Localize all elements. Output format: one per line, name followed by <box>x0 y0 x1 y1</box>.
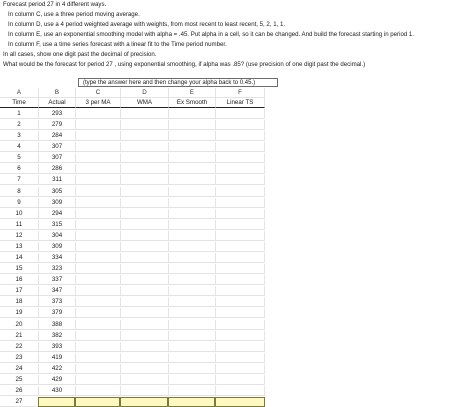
exsmooth-cell[interactable] <box>168 375 215 385</box>
wma-cell[interactable] <box>120 175 168 185</box>
ma-cell[interactable] <box>75 164 120 174</box>
column-letter-e[interactable]: E <box>168 88 215 98</box>
table-row <box>0 120 474 130</box>
wma-cell[interactable] <box>120 364 168 374</box>
exsmooth-cell[interactable] <box>168 209 215 219</box>
actual-cell[interactable]: 307 <box>38 153 75 163</box>
linear-cell[interactable] <box>215 175 265 185</box>
ma-cell[interactable] <box>75 231 120 241</box>
ma-cell[interactable] <box>75 187 120 197</box>
exsmooth-cell[interactable] <box>168 297 215 307</box>
linear-cell[interactable] <box>215 264 265 274</box>
ma-cell[interactable] <box>75 308 120 318</box>
linear-cell[interactable] <box>215 231 265 241</box>
header-ex-smooth[interactable]: Ex Smooth <box>168 98 215 108</box>
linear-cell[interactable] <box>215 364 265 374</box>
exsmooth-cell[interactable] <box>168 231 215 241</box>
actual-cell[interactable]: 347 <box>38 286 75 296</box>
actual-cell[interactable]: 305 <box>38 187 75 197</box>
time-cell[interactable]: 24 <box>0 364 38 374</box>
time-cell[interactable]: 5 <box>0 153 38 163</box>
linear-cell[interactable] <box>215 275 265 285</box>
actual-cell[interactable]: 422 <box>38 364 75 374</box>
time-cell[interactable]: 19 <box>0 308 38 318</box>
linear-cell[interactable] <box>215 286 265 296</box>
time-cell[interactable]: 3 <box>0 131 38 141</box>
header-time[interactable]: Time <box>0 98 38 108</box>
actual-cell[interactable]: 430 <box>38 386 75 396</box>
time-cell[interactable]: 13 <box>0 242 38 252</box>
ma-cell[interactable] <box>75 120 120 130</box>
instruction-line-6: In all cases, show one digit past the decimal of precision. <box>3 51 157 58</box>
header-actual[interactable]: Actual <box>38 98 75 108</box>
ma-cell[interactable] <box>75 364 120 374</box>
column-letter-c[interactable]: C <box>75 88 120 98</box>
linear-cell[interactable] <box>215 331 265 341</box>
exsmooth-cell[interactable] <box>168 275 215 285</box>
time-cell[interactable]: 2 <box>0 120 38 130</box>
table-row <box>0 153 474 163</box>
column-letter-b[interactable]: B <box>38 88 75 98</box>
time-cell[interactable]: 26 <box>0 386 38 396</box>
exsmooth-cell[interactable] <box>168 109 215 119</box>
wma-cell[interactable] <box>120 209 168 219</box>
actual-cell[interactable]: 286 <box>38 164 75 174</box>
linear-cell[interactable] <box>215 253 265 263</box>
linear-cell[interactable] <box>215 297 265 307</box>
time-cell[interactable]: 10 <box>0 209 38 219</box>
linear-cell[interactable] <box>215 209 265 219</box>
wma-cell[interactable] <box>120 198 168 208</box>
instruction-line-1: Forecast period 27 in 4 different ways. <box>3 1 107 8</box>
table-row <box>0 308 474 318</box>
exsmooth-cell[interactable] <box>168 386 215 396</box>
wma-cell[interactable] <box>120 297 168 307</box>
time-cell[interactable]: 9 <box>0 198 38 208</box>
exsmooth-cell[interactable] <box>168 120 215 130</box>
wma-cell[interactable] <box>120 109 168 119</box>
linear-forecast-cell[interactable] <box>215 397 265 407</box>
wma-cell[interactable] <box>120 353 168 363</box>
wma-cell[interactable] <box>120 220 168 230</box>
wma-cell[interactable] <box>120 253 168 263</box>
actual-cell[interactable]: 382 <box>38 331 75 341</box>
exsmooth-cell[interactable] <box>168 331 215 341</box>
actual-cell[interactable]: 309 <box>38 242 75 252</box>
exsmooth-forecast-cell[interactable] <box>168 397 215 407</box>
linear-cell[interactable] <box>215 353 265 363</box>
actual-cell[interactable]: 293 <box>38 109 75 119</box>
instruction-line-5: In column F, use a time series forecast with a linear fit to the Time period number. <box>8 41 227 48</box>
ma-cell[interactable] <box>75 131 120 141</box>
linear-cell[interactable] <box>215 109 265 119</box>
actual-cell[interactable]: 279 <box>38 120 75 130</box>
wma-cell[interactable] <box>120 131 168 141</box>
table-row <box>0 320 474 330</box>
exsmooth-cell[interactable] <box>168 164 215 174</box>
table-row <box>0 286 474 296</box>
exsmooth-cell[interactable] <box>168 220 215 230</box>
ma-cell[interactable] <box>75 264 120 274</box>
time-cell[interactable]: 18 <box>0 297 38 307</box>
time-cell[interactable]: 21 <box>0 331 38 341</box>
wma-cell[interactable] <box>120 231 168 241</box>
table-row <box>0 142 474 152</box>
linear-cell[interactable] <box>215 198 265 208</box>
wma-cell[interactable] <box>120 386 168 396</box>
table-row <box>0 275 474 285</box>
answer-input-cell[interactable]: (type the answer here and then change your alpha back to 0.45.) <box>78 78 278 87</box>
table-row <box>0 231 474 241</box>
table-row <box>0 386 474 396</box>
wma-cell[interactable] <box>120 275 168 285</box>
column-letter-row <box>0 88 474 98</box>
time-cell[interactable]: 7 <box>0 175 38 185</box>
ma-cell[interactable] <box>75 253 120 263</box>
wma-cell[interactable] <box>120 142 168 152</box>
wma-cell[interactable] <box>120 164 168 174</box>
time-cell[interactable]: 17 <box>0 286 38 296</box>
exsmooth-cell[interactable] <box>168 286 215 296</box>
wma-cell[interactable] <box>120 120 168 130</box>
exsmooth-cell[interactable] <box>168 131 215 141</box>
table-row <box>0 220 474 230</box>
actual-forecast-cell[interactable] <box>38 397 75 407</box>
linear-cell[interactable] <box>215 131 265 141</box>
time-cell[interactable]: 25 <box>0 375 38 385</box>
time-cell[interactable]: 6 <box>0 164 38 174</box>
wma-cell[interactable] <box>120 187 168 197</box>
table-row <box>0 242 474 252</box>
ma-cell[interactable] <box>75 375 120 385</box>
table-row <box>0 253 474 263</box>
instruction-line-2: In column C, use a three period moving average. <box>8 11 140 18</box>
time-cell[interactable]: 27 <box>0 397 38 407</box>
table-row <box>0 109 474 119</box>
header-row <box>0 98 474 108</box>
linear-cell[interactable] <box>215 342 265 352</box>
time-cell[interactable]: 1 <box>0 109 38 119</box>
instruction-line-3: In column D, use a 4 period weighted average with weights, from most recent to least recent, 5, 2, 1, 1. <box>8 21 286 28</box>
actual-cell[interactable]: 334 <box>38 253 75 263</box>
table-row <box>0 353 474 363</box>
linear-cell[interactable] <box>215 386 265 396</box>
actual-cell[interactable]: 304 <box>38 231 75 241</box>
wma-cell[interactable] <box>120 308 168 318</box>
ma-cell[interactable] <box>75 331 120 341</box>
table-row <box>0 175 474 185</box>
wma-cell[interactable] <box>120 242 168 252</box>
linear-cell[interactable] <box>215 164 265 174</box>
exsmooth-cell[interactable] <box>168 264 215 274</box>
ma-cell[interactable] <box>75 142 120 152</box>
wma-cell[interactable] <box>120 153 168 163</box>
actual-cell[interactable]: 284 <box>38 131 75 141</box>
actual-cell[interactable]: 309 <box>38 198 75 208</box>
actual-cell[interactable]: 373 <box>38 297 75 307</box>
wma-cell[interactable] <box>120 320 168 330</box>
header-3per-ma[interactable]: 3 per MA <box>75 98 120 108</box>
ma-cell[interactable] <box>75 153 120 163</box>
instruction-line-7: What would be the forecast for period 27 , using exponential smoothing, if alpha was .85? (use precision of one digit past the decimal.) <box>3 61 366 68</box>
table-row <box>0 375 474 385</box>
time-cell[interactable]: 16 <box>0 275 38 285</box>
time-cell[interactable]: 22 <box>0 342 38 352</box>
exsmooth-cell[interactable] <box>168 320 215 330</box>
actual-cell[interactable]: 311 <box>38 175 75 185</box>
table-row <box>0 297 474 307</box>
ma-cell[interactable] <box>75 386 120 396</box>
ma-forecast-cell[interactable] <box>75 397 120 407</box>
time-cell[interactable]: 14 <box>0 253 38 263</box>
linear-cell[interactable] <box>215 142 265 152</box>
ma-cell[interactable] <box>75 275 120 285</box>
ma-cell[interactable] <box>75 175 120 185</box>
linear-cell[interactable] <box>215 220 265 230</box>
exsmooth-cell[interactable] <box>168 142 215 152</box>
actual-cell[interactable]: 379 <box>38 308 75 318</box>
ma-cell[interactable] <box>75 198 120 208</box>
actual-cell[interactable]: 393 <box>38 342 75 352</box>
exsmooth-cell[interactable] <box>168 242 215 252</box>
header-linear-ts[interactable]: Linear TS <box>215 98 265 108</box>
time-cell[interactable]: 20 <box>0 320 38 330</box>
wma-cell[interactable] <box>120 264 168 274</box>
column-letter-d[interactable]: D <box>120 88 168 98</box>
exsmooth-cell[interactable] <box>168 364 215 374</box>
table-row <box>0 331 474 341</box>
ma-cell[interactable] <box>75 109 120 119</box>
table-row <box>0 364 474 374</box>
table-row <box>0 342 474 352</box>
actual-cell[interactable]: 388 <box>38 320 75 330</box>
exsmooth-cell[interactable] <box>168 253 215 263</box>
column-letter-f[interactable]: F <box>215 88 265 98</box>
column-letter-a[interactable]: A <box>0 88 38 98</box>
header-wma[interactable]: WMA <box>120 98 168 108</box>
wma-cell[interactable] <box>120 331 168 341</box>
actual-cell[interactable]: 323 <box>38 264 75 274</box>
time-cell[interactable]: 15 <box>0 264 38 274</box>
actual-cell[interactable]: 429 <box>38 375 75 385</box>
linear-cell[interactable] <box>215 153 265 163</box>
ma-cell[interactable] <box>75 209 120 219</box>
exsmooth-cell[interactable] <box>168 353 215 363</box>
exsmooth-cell[interactable] <box>168 175 215 185</box>
actual-cell[interactable]: 294 <box>38 209 75 219</box>
exsmooth-cell[interactable] <box>168 153 215 163</box>
ma-cell[interactable] <box>75 320 120 330</box>
exsmooth-cell[interactable] <box>168 198 215 208</box>
ma-cell[interactable] <box>75 297 120 307</box>
ma-cell[interactable] <box>75 353 120 363</box>
actual-cell[interactable]: 307 <box>38 142 75 152</box>
table-row <box>0 209 474 219</box>
table-row <box>0 198 474 208</box>
table-row <box>0 131 474 141</box>
linear-cell[interactable] <box>215 187 265 197</box>
linear-cell[interactable] <box>215 375 265 385</box>
wma-cell[interactable] <box>120 286 168 296</box>
linear-cell[interactable] <box>215 120 265 130</box>
wma-cell[interactable] <box>120 342 168 352</box>
time-cell[interactable]: 12 <box>0 231 38 241</box>
exsmooth-cell[interactable] <box>168 342 215 352</box>
linear-cell[interactable] <box>215 320 265 330</box>
time-cell[interactable]: 23 <box>0 353 38 363</box>
ma-cell[interactable] <box>75 242 120 252</box>
ma-cell[interactable] <box>75 286 120 296</box>
exsmooth-cell[interactable] <box>168 308 215 318</box>
table-row <box>0 187 474 197</box>
table-row <box>0 264 474 274</box>
time-cell[interactable]: 8 <box>0 187 38 197</box>
wma-cell[interactable] <box>120 375 168 385</box>
ma-cell[interactable] <box>75 342 120 352</box>
linear-cell[interactable] <box>215 242 265 252</box>
instruction-line-4: In column E, use an exponential smoothing model with alpha = .45. Put alpha in a cell, so it can be changed. And build the forecast starting in period 1. <box>8 31 414 38</box>
ma-cell[interactable] <box>75 220 120 230</box>
exsmooth-cell[interactable] <box>168 187 215 197</box>
time-cell[interactable]: 4 <box>0 142 38 152</box>
actual-cell[interactable]: 315 <box>38 220 75 230</box>
forecast-row <box>0 397 474 407</box>
time-cell[interactable]: 11 <box>0 220 38 230</box>
actual-cell[interactable]: 419 <box>38 353 75 363</box>
wma-forecast-cell[interactable] <box>120 397 168 407</box>
table-row <box>0 164 474 174</box>
actual-cell[interactable]: 337 <box>38 275 75 285</box>
linear-cell[interactable] <box>215 308 265 318</box>
